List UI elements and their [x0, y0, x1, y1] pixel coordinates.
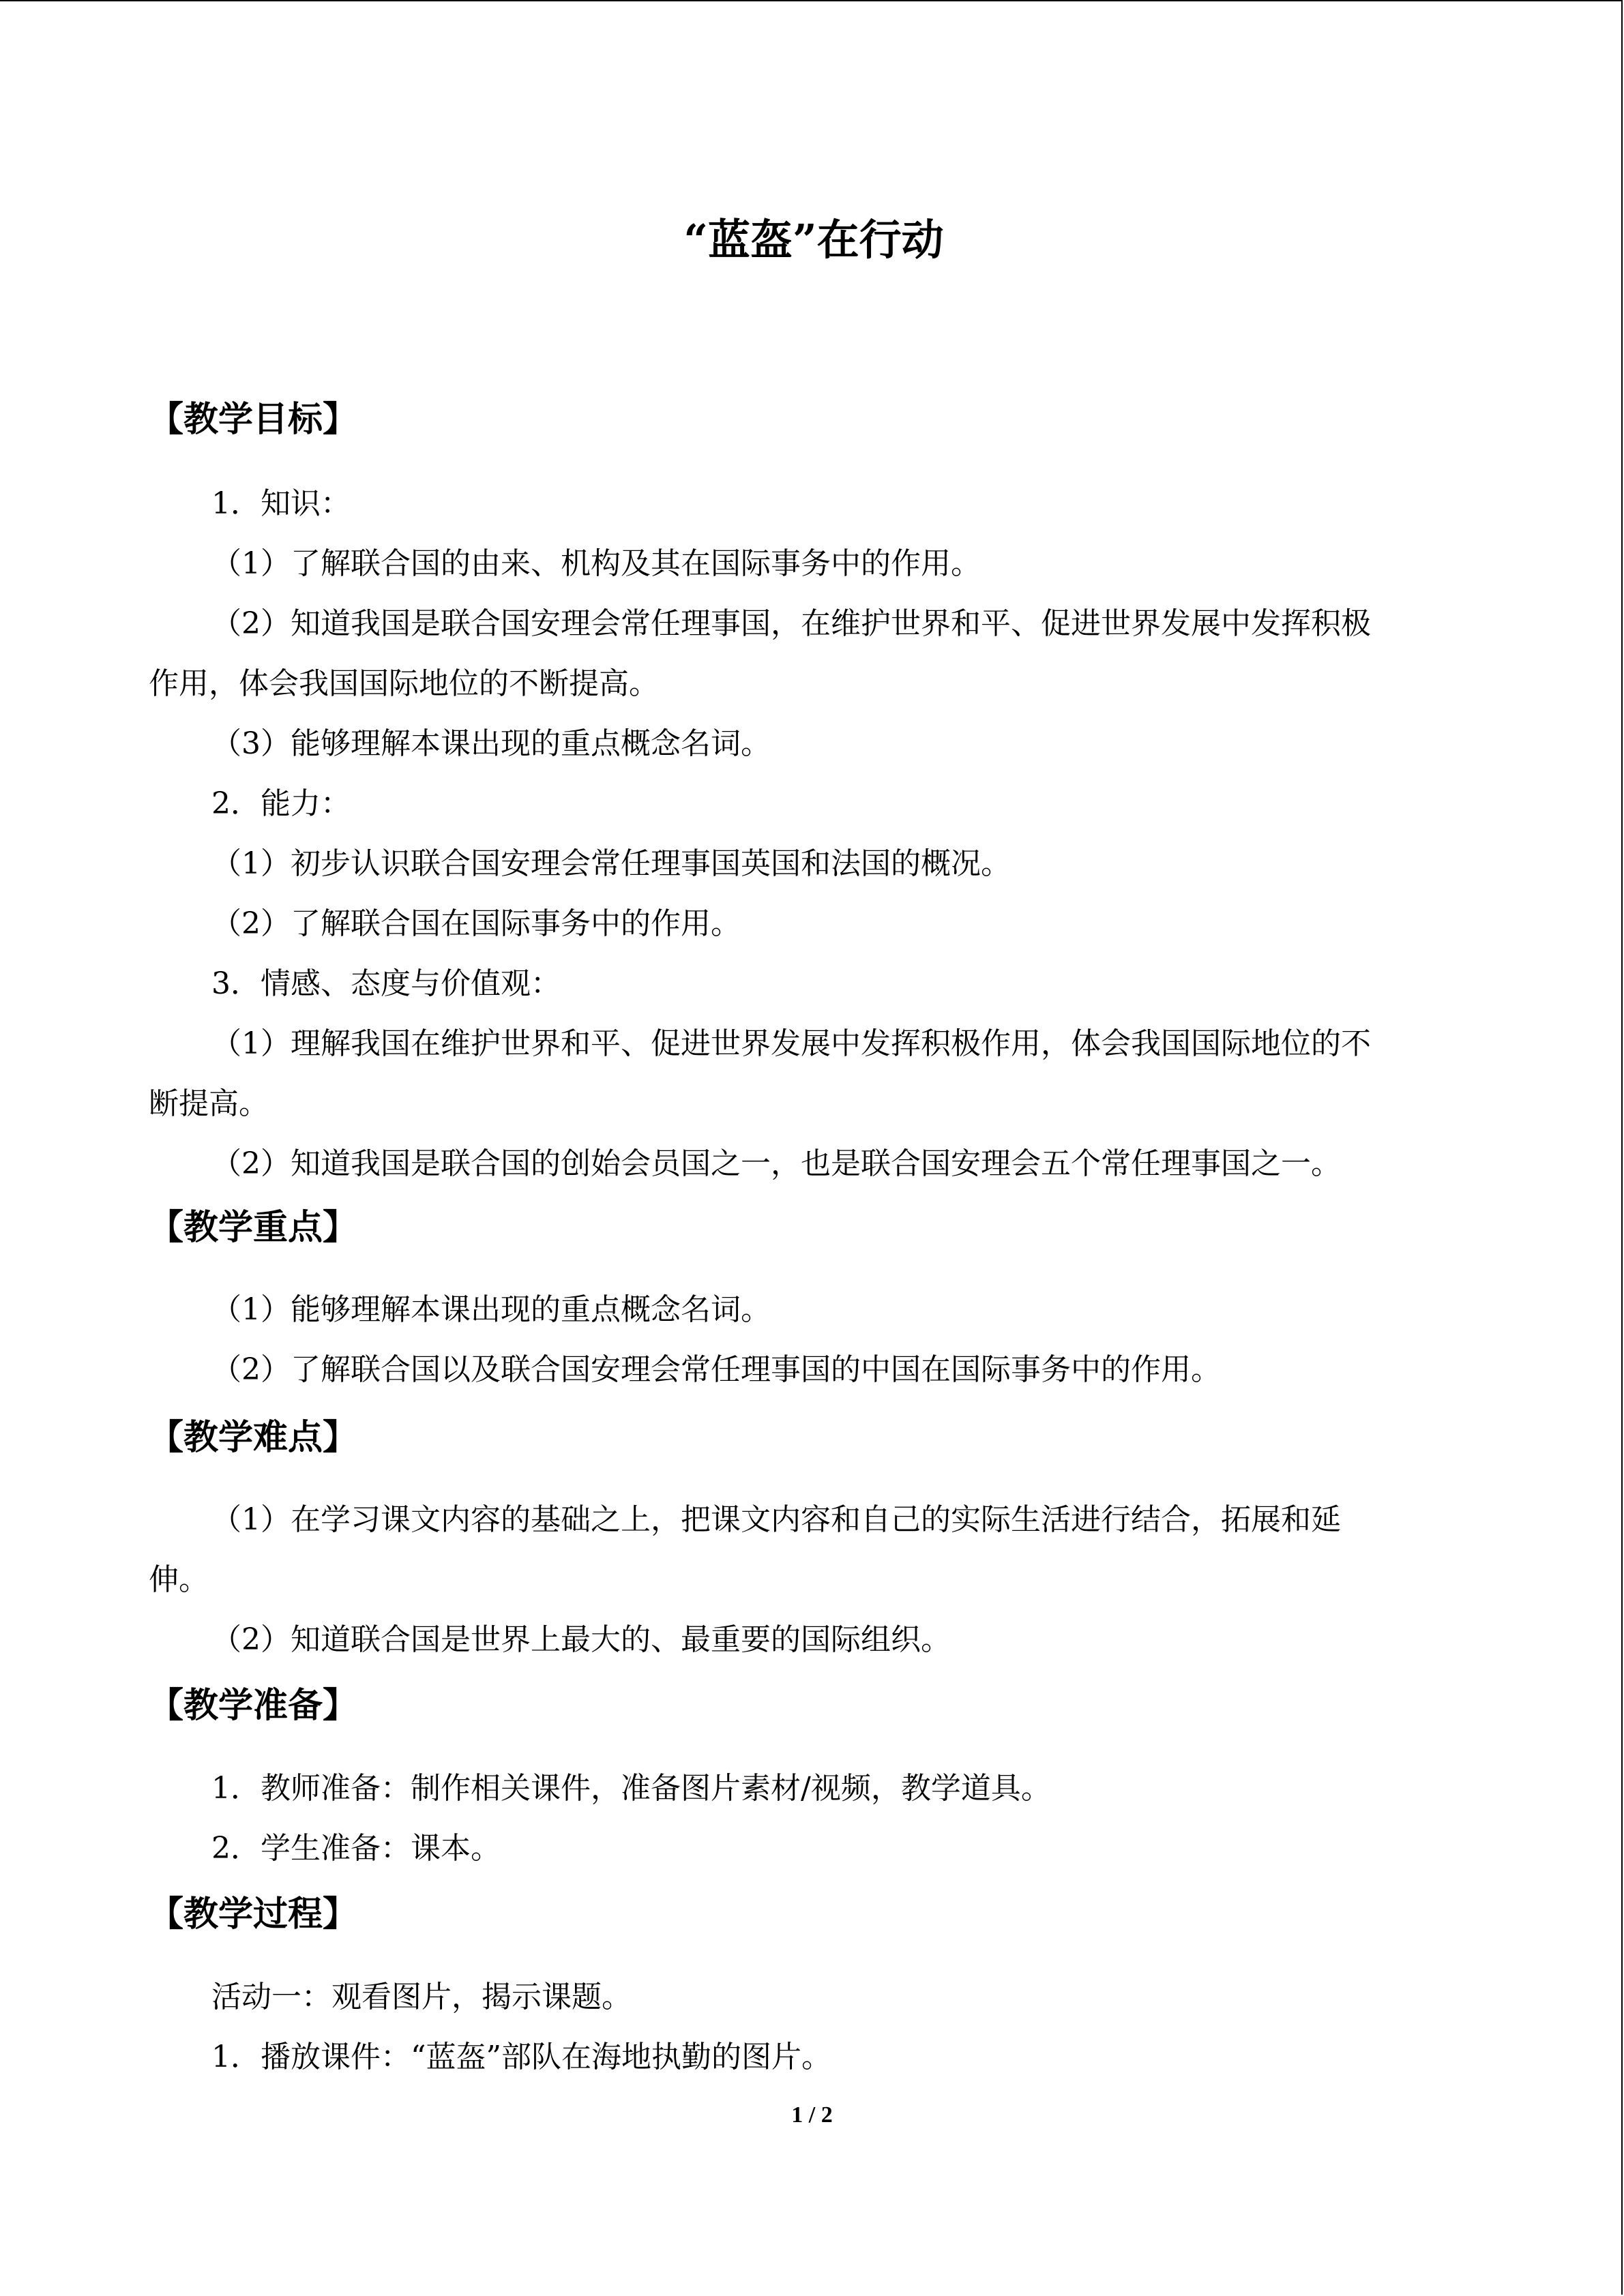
objectives-line: （2）了解联合国在国际事务中的作用。 — [211, 906, 741, 941]
document-title: “蓝盔”在行动 — [683, 215, 944, 265]
difficulties-line: 伸。 — [149, 1562, 209, 1597]
process-line: 活动一：观看图片，揭示课题。 — [211, 1980, 632, 2014]
objectives-line: 1．知识： — [211, 486, 351, 521]
preparation-line: 1．教师准备：制作相关课件，准备图片素材/视频，教学道具。 — [211, 1771, 1051, 1806]
objectives-line: （1）了解联合国的由来、机构及其在国际事务中的作用。 — [211, 546, 981, 581]
section-heading-preparation: 【教学准备】 — [149, 1685, 358, 1726]
difficulties-line: （2）知道联合国是世界上最大的、最重要的国际组织。 — [211, 1622, 951, 1657]
objectives-line: 作用，体会我国国际地位的不断提高。 — [149, 666, 659, 701]
section-heading-objectives: 【教学目标】 — [149, 399, 358, 440]
page-number: 1 / 2 — [791, 2102, 833, 2128]
objectives-line: （3）能够理解本课出现的重点概念名词。 — [211, 726, 771, 761]
section-heading-key-points: 【教学重点】 — [149, 1207, 358, 1248]
objectives-line: （1）理解我国在维护世界和平、促进世界发展中发挥积极作用，体会我国国际地位的不 — [211, 1026, 1371, 1061]
difficulties-line: （1）在学习课文内容的基础之上，把课文内容和自己的实际生活进行结合，拓展和延 — [211, 1502, 1341, 1537]
key-points-line: （2）了解联合国以及联合国安理会常任理事国的中国在国际事务中的作用。 — [211, 1352, 1221, 1387]
preparation-line: 2．学生准备：课本。 — [211, 1831, 501, 1866]
section-heading-process: 【教学过程】 — [149, 1894, 358, 1935]
key-points-line: （1）能够理解本课出现的重点概念名词。 — [211, 1292, 771, 1327]
objectives-line: （2）知道我国是联合国安理会常任理事国，在维护世界和平、促进世界发展中发挥积极 — [211, 606, 1371, 641]
objectives-line: 2．能力： — [211, 786, 351, 821]
objectives-line: （2）知道我国是联合国的创始会员国之一，也是联合国安理会五个常任理事国之一。 — [211, 1146, 1341, 1181]
objectives-line: 3．情感、态度与价值观： — [211, 966, 561, 1001]
process-line: 1．播放课件：“蓝盔”部队在海地执勤的图片。 — [211, 2040, 831, 2074]
objectives-line: （1）初步认识联合国安理会常任理事国英国和法国的概况。 — [211, 846, 1011, 881]
objectives-line: 断提高。 — [149, 1086, 269, 1121]
section-heading-difficulties: 【教学难点】 — [149, 1417, 358, 1458]
